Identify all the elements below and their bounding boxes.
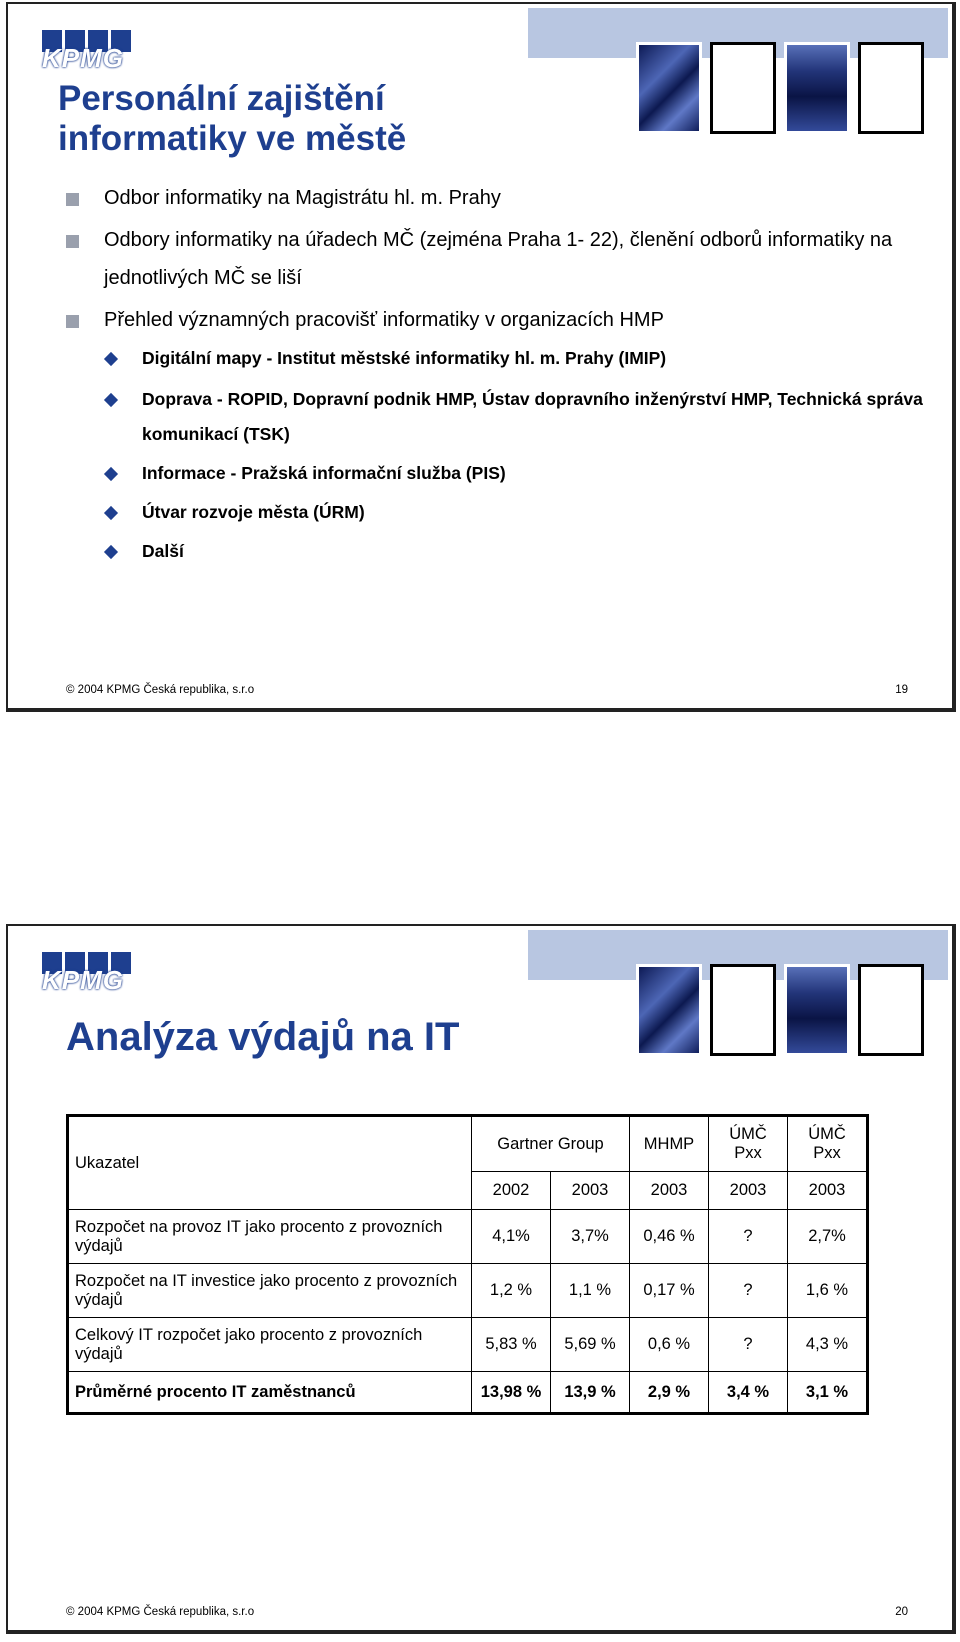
sub-bullet-item: Doprava - ROPID, Dopravní podnik HMP, Ústav dopravního inženýrství HMP, Technická správa komunikací (TSK) [66,382,926,452]
square-bullet-icon [66,315,79,328]
diamond-bullet-icon [104,506,118,520]
photo-frame [858,964,924,1056]
bullet-item: Odbory informatiky na úřadech MČ (zejména Praha 1- 22), členění odborů informatiky na jednotlivých MČ se liší [66,221,926,297]
table-cell: 1,6 % [788,1264,868,1318]
table-header-group: MHMP [630,1116,709,1172]
table-row [68,1318,868,1372]
row-label: Průměrné procento IT zaměstnanců [68,1372,472,1414]
table-header-year: 2003 [788,1172,868,1210]
slide-20 [6,924,956,1634]
kpmg-logo: KPMG [42,952,150,996]
row-label: Celkový IT rozpočet jako procento z provozních výdajů [68,1318,472,1372]
table-cell: 0,46 % [630,1210,709,1264]
page-number: 20 [895,1606,908,1618]
header-photos [636,964,924,1056]
diamond-bullet-icon [104,352,118,366]
photo-frame [710,964,776,1056]
table-cell: ? [709,1264,788,1318]
table-cell: 5,69 % [551,1318,630,1372]
photo-frame [710,42,776,134]
table-cell: 4,3 % [788,1318,868,1372]
table-cell: 3,7% [551,1210,630,1264]
diamond-bullet-icon [104,467,118,481]
table-cell: 13,98 % [472,1372,551,1414]
photo-image [636,42,702,134]
sub-bullet-item: Informace - Pražská informační služba (PIS) [66,456,926,491]
table-header-indicator: Ukazatel [68,1116,472,1210]
it-spending-table [66,1114,869,1415]
table-cell: 2,9 % [630,1372,709,1414]
row-label: Rozpočet na provoz IT jako procento z provozních výdajů [68,1210,472,1264]
bullet-item: Odbor informatiky na Magistrátu hl. m. Prahy [66,179,926,217]
diamond-bullet-icon [104,545,118,559]
kpmg-logo: KPMG [42,30,150,74]
table-header-year: 2003 [630,1172,709,1210]
table-cell: 3,1 % [788,1372,868,1414]
square-bullet-icon [66,235,79,248]
photo-frame [858,42,924,134]
sub-bullet-item: Další [66,534,926,569]
table-row [68,1210,868,1264]
table-cell: 13,9 % [551,1372,630,1414]
slide-title: Analýza výdajů na IT [66,1015,460,1059]
table-cell: 2,7% [788,1210,868,1264]
table-cell: 5,83 % [472,1318,551,1372]
slide-19 [6,2,956,712]
diamond-bullet-icon [104,393,118,407]
table-header-group: ÚMČ Pxx [709,1116,788,1172]
table-row [68,1264,868,1318]
header-photos [636,42,924,134]
table-header-group: Gartner Group [472,1116,630,1172]
page-number: 19 [895,684,908,696]
table-header-group: ÚMČ Pxx [788,1116,868,1172]
table-cell: ? [709,1318,788,1372]
table-cell: 0,17 % [630,1264,709,1318]
copyright-footer: © 2004 KPMG Česká republika, s.r.o [66,1606,255,1618]
table-cell: 3,4 % [709,1372,788,1414]
sub-bullet-item: Útvar rozvoje města (ÚRM) [66,495,926,530]
bullet-item: Přehled významných pracovišť informatiky v organizacích HMP [66,301,926,339]
table-row [68,1372,868,1414]
table-cell: 0,6 % [630,1318,709,1372]
table-cell: 1,1 % [551,1264,630,1318]
table-cell: ? [709,1210,788,1264]
row-label: Rozpočet na IT investice jako procento z provozních výdajů [68,1264,472,1318]
table-cell: 4,1% [472,1210,551,1264]
square-bullet-icon [66,193,79,206]
table-header-year: 2002 [472,1172,551,1210]
table-cell: 1,2 % [472,1264,551,1318]
bullet-list [66,179,926,569]
slide-title: Personální zajištění informatiky ve městě [58,79,407,159]
photo-image [784,964,850,1056]
table-header-year: 2003 [709,1172,788,1210]
photo-image [636,964,702,1056]
photo-image [784,42,850,134]
table-header-year: 2003 [551,1172,630,1210]
sub-bullet-item: Digitální mapy - Institut městské informatiky hl. m. Prahy (IMIP) [66,341,926,376]
copyright-footer: © 2004 KPMG Česká republika, s.r.o [66,684,255,696]
